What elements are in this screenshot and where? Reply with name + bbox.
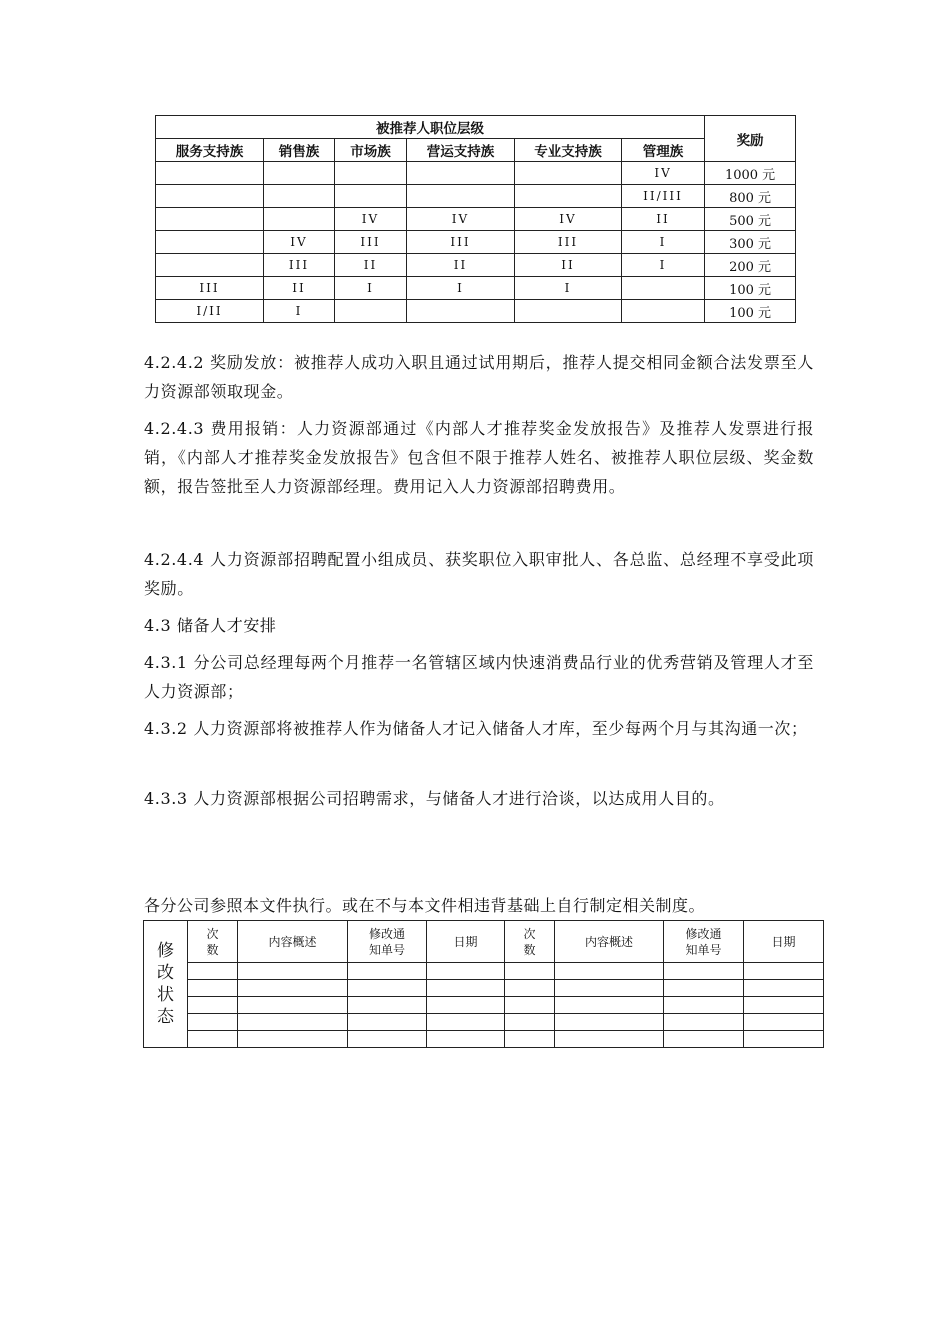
level-cell: I	[622, 231, 705, 254]
header-count: 次 数	[505, 921, 555, 963]
header-content-summary: 内容概述	[238, 921, 348, 963]
table-row	[144, 1031, 824, 1048]
level-cell: IV	[407, 208, 515, 231]
revision-table	[143, 920, 824, 1048]
level-cell: III	[407, 231, 515, 254]
column-header: 管理族	[622, 139, 705, 162]
reward-cell: 300 元	[705, 231, 796, 254]
level-cell: I	[407, 277, 515, 300]
level-cell	[515, 162, 622, 185]
reward-cell: 500 元	[705, 208, 796, 231]
level-cell: III	[515, 231, 622, 254]
table-row	[156, 185, 796, 208]
level-cell	[156, 254, 264, 277]
reward-header: 奖励	[705, 116, 796, 162]
level-cell: II	[264, 277, 335, 300]
section-heading-4-3: 4.3 储备人才安排	[144, 616, 277, 635]
level-cell: I	[622, 254, 705, 277]
level-cell	[335, 162, 407, 185]
level-cell	[264, 185, 335, 208]
level-cell: IV	[264, 231, 335, 254]
level-cell: III	[156, 277, 264, 300]
level-cell	[622, 300, 705, 323]
column-header: 营运支持族	[407, 139, 515, 162]
header-notice-number: 修改通 知单号	[664, 921, 744, 963]
footer-note: 各分公司参照本文件执行。或在不与本文件相违背基础上自行制定相关制度。	[144, 896, 706, 915]
table-row	[144, 997, 824, 1014]
table-row	[156, 162, 796, 185]
level-cell: III	[264, 254, 335, 277]
level-cell	[264, 208, 335, 231]
level-cell: II	[407, 254, 515, 277]
revision-status-label: 修 改 状 态	[144, 921, 188, 1048]
table-row	[144, 980, 824, 997]
paragraph-4-3-1: 4.3.1 分公司总经理每两个月推荐一名管辖区域内快速消费品行业的优秀营销及管理人才至人力资源部；	[144, 653, 814, 701]
paragraph-4-2-4-2: 4.2.4.2 奖励发放：被推荐人成功入职且通过试用期后，推荐人提交相同金额合法发票至人力资源部领取现金。	[144, 353, 814, 401]
level-cell: I/II	[156, 300, 264, 323]
table-row	[144, 1014, 824, 1031]
level-cell	[407, 300, 515, 323]
level-cell	[335, 185, 407, 208]
table-row	[156, 208, 796, 231]
header-count: 次 数	[188, 921, 238, 963]
level-cell	[156, 208, 264, 231]
level-cell	[407, 185, 515, 208]
level-cell	[515, 185, 622, 208]
table-row	[144, 963, 824, 980]
level-cell: I	[335, 277, 407, 300]
level-cell	[264, 162, 335, 185]
position-level-header: 被推荐人职位层级	[156, 116, 705, 139]
header-date: 日期	[744, 921, 824, 963]
level-cell: II/III	[622, 185, 705, 208]
level-cell	[156, 185, 264, 208]
level-cell: IV	[335, 208, 407, 231]
level-cell: II	[622, 208, 705, 231]
level-cell	[515, 300, 622, 323]
header-date: 日期	[427, 921, 505, 963]
table-row	[156, 231, 796, 254]
paragraph-4-2-4-3: 4.2.4.3 费用报销：人力资源部通过《内部人才推荐奖金发放报告》及推荐人发票进行报销，《内部人才推荐奖金发放报告》包含但不限于推荐人姓名、被推荐人职位层级、奖金数额，报告签批至人力资源部经理。费用记入人力资源部招聘费用。	[144, 419, 814, 496]
table-row	[156, 300, 796, 323]
table-row	[156, 277, 796, 300]
level-cell: III	[335, 231, 407, 254]
level-cell: IV	[515, 208, 622, 231]
level-cell: II	[515, 254, 622, 277]
reward-cell: 1000 元	[705, 162, 796, 185]
level-cell	[156, 162, 264, 185]
column-header: 市场族	[335, 139, 407, 162]
reward-cell: 800 元	[705, 185, 796, 208]
header-content-summary: 内容概述	[555, 921, 664, 963]
level-cell	[156, 231, 264, 254]
level-cell: I	[264, 300, 335, 323]
level-cell: II	[335, 254, 407, 277]
column-header: 专业支持族	[515, 139, 622, 162]
level-cell: I	[515, 277, 622, 300]
level-cell	[407, 162, 515, 185]
reward-cell: 200 元	[705, 254, 796, 277]
paragraph-4-3-2: 4.3.2 人力资源部将被推荐人作为储备人才记入储备人才库，至少每两个月与其沟通一次；	[144, 719, 808, 738]
table-row	[156, 254, 796, 277]
column-header: 服务支持族	[156, 139, 264, 162]
level-cell	[335, 300, 407, 323]
level-cell	[622, 277, 705, 300]
reward-table	[155, 115, 796, 323]
paragraph-4-3-3: 4.3.3 人力资源部根据公司招聘需求，与储备人才进行洽谈，以达成用人目的。	[144, 789, 725, 808]
paragraph-4-2-4-4: 4.2.4.4 人力资源部招聘配置小组成员、获奖职位入职审批人、各总监、总经理不享受此项奖励。	[144, 550, 814, 598]
level-cell: IV	[622, 162, 705, 185]
header-notice-number: 修改通 知单号	[348, 921, 427, 963]
column-header: 销售族	[264, 139, 335, 162]
reward-cell: 100 元	[705, 300, 796, 323]
reward-cell: 100 元	[705, 277, 796, 300]
